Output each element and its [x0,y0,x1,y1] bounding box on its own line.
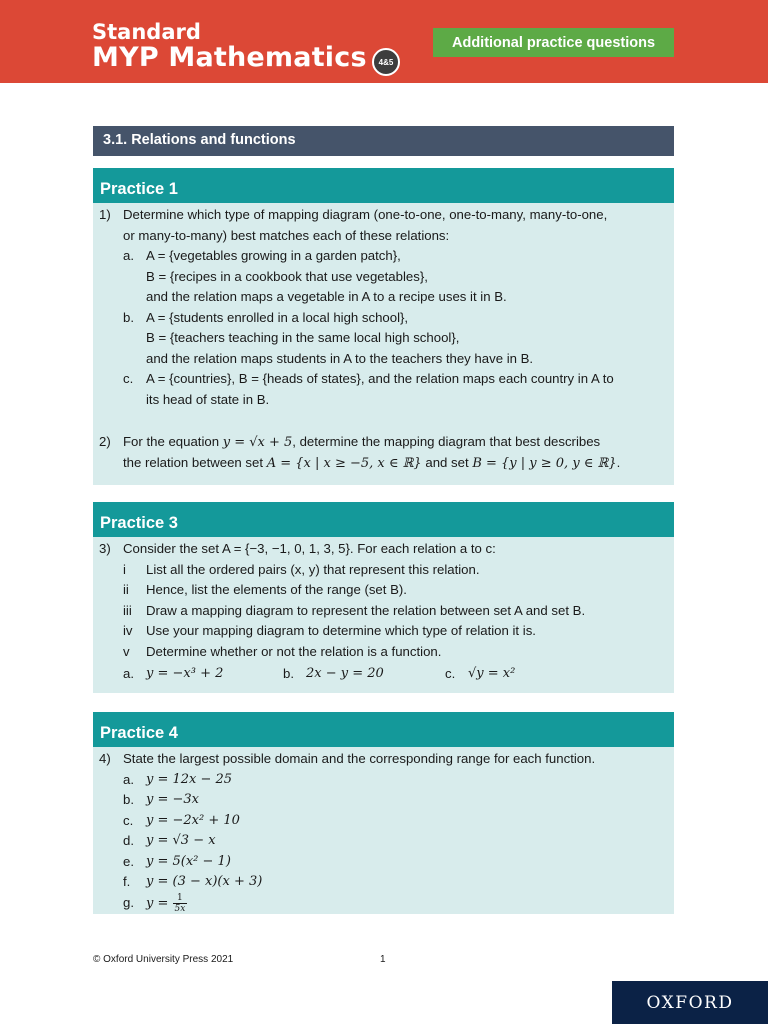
practice-4-box [93,712,674,914]
text-run: For the equation [123,434,223,449]
practice-3-title: Practice 3 [93,502,674,537]
question-text: Consider the set A = {−3, −1, 0, 1, 3, 5}. For each relation a to c: [123,541,496,556]
set-b-definition: B = {y | y ≥ 0, y ∈ ℝ} [472,455,617,471]
practice-4-body [93,747,674,917]
part-label: f. [123,874,131,889]
oxford-logo: OXFORD [612,981,768,1024]
part-label: g. [123,894,134,910]
part-label: e. [123,853,134,869]
part-label: d. [123,833,134,848]
item-label: iv [123,623,133,638]
question-number: 1) [99,207,111,222]
question-text [123,432,600,454]
page-number: 1 [380,954,386,965]
practice-3-body [93,537,674,688]
part-label: c. [123,812,134,828]
item-label: iii [123,602,132,618]
part-label: a. [123,666,134,681]
item-text: Use your mapping diagram to determine which type of relation it is. [146,623,536,638]
equation-lhs: y = [146,895,173,911]
question-text: or many-to-many) best matches each of these relations: [123,227,450,243]
question-number: 2) [99,434,111,449]
brand-title: MYP Mathematics [92,42,367,73]
fraction [173,893,188,914]
text-run: and set [421,454,473,470]
text-run: the relation between set [123,454,267,470]
equation: y = √3 − x [146,833,216,848]
practice-4-title: Practice 4 [93,712,674,747]
part-label: a. [123,771,134,787]
fraction-numerator: 1 [173,893,188,904]
item-text: List all the ordered pairs (x, y) that represent this relation. [146,561,480,577]
practice-1-body [93,203,674,473]
header-banner [0,0,768,83]
equation: √y = x² [468,666,516,681]
question-text: Determine which type of mapping diagram (one-to-one, one-to-many, many-to-one, [123,207,608,222]
part-text: B = {teachers teaching in the same local high school}, [146,330,460,345]
item-text: Hence, list the elements of the range (set B). [146,582,407,597]
question-text: State the largest possible domain and the corresponding range for each function. [123,751,596,766]
question-text [123,453,620,475]
equation: y = 12x − 25 [146,771,233,787]
copyright-notice: © Oxford University Press 2021 [93,954,234,965]
fraction-denominator: 5x [174,903,186,914]
item-text: Determine whether or not the relation is a function. [146,643,442,659]
item-text: Draw a mapping diagram to represent the relation between set A and set B. [146,602,586,618]
part-text: A = {vegetables growing in a garden patch}, [146,248,401,263]
practice-1-box [93,168,674,485]
header-tag: Additional practice questions [433,28,674,57]
set-a-definition: A = {x | x ≥ −5, x ∈ ℝ} [266,455,422,471]
equation: y = 5(x² − 1) [146,853,231,869]
item-label: ii [123,582,129,597]
text-run: , determine the mapping diagram that best describes [292,434,601,449]
question-number: 3) [99,541,111,556]
equation [146,893,187,915]
part-label: c. [123,371,134,386]
part-text: A = {students enrolled in a local high school}, [146,309,409,325]
question-number: 4) [99,751,111,766]
part-label: b. [283,666,294,681]
practice-3-box [93,502,674,693]
equation: y = −3x [146,792,199,807]
equation: y = −x³ + 2 [146,666,224,681]
part-text: A = {countries}, B = {heads of states}, and the relation maps each country in A to [146,371,614,386]
part-label: a. [123,248,134,263]
brand-subtitle: Standard [92,20,201,44]
equation: y = −2x² + 10 [146,812,240,828]
equation: y = √x + 5 [222,435,293,450]
equation: y = (3 − x)(x + 3) [146,874,263,889]
part-label: c. [445,666,456,681]
item-label: v [123,643,130,659]
text-run: . [616,454,621,470]
part-text: B = {recipes in a cookbook that use vegetables}, [146,268,428,284]
item-label: i [123,561,126,577]
equation: 2x − y = 20 [306,666,384,681]
part-text: and the relation maps students in A to the teachers they have in B. [146,350,534,366]
part-text: and the relation maps a vegetable in A to a recipe uses it in B. [146,289,507,304]
part-label: b. [123,309,134,325]
part-label: b. [123,792,134,807]
grade-badge: 4&5 [372,48,400,76]
part-text: its head of state in B. [146,391,270,407]
practice-1-title: Practice 1 [93,168,674,203]
section-title: 3.1. Relations and functions [93,126,674,156]
